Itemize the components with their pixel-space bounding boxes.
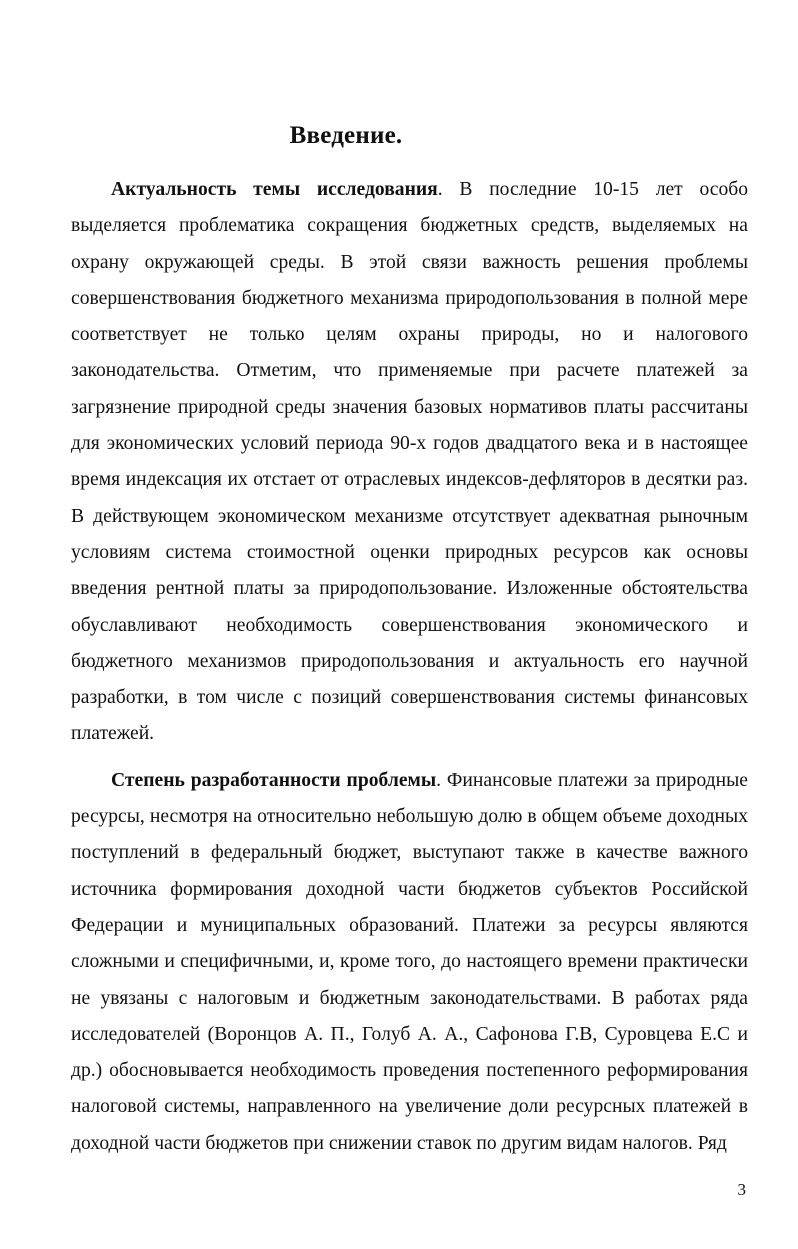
paragraph-text: . В последние 10-15 лет особо выделяется проблематика сокращения бюджетных средств, выделяемых на охрану окружающей среды. В этой связи важность решения проблемы совершенствования бюджетного механизма природопользования в полной мере соответствует не только целям охраны природы, но и налогового законодательства. Отметим, что применяемые при расчете платежей за загрязнение природной среды значения базовых нормативов платы рассчитаны для экономических условий периода 90-х годов двадцатого века и в настоящее время индексация их отстает от отраслевых индексов-дефляторов в десятки раз. В действующем экономическом механизме отсутствует адекватная рыночным условиям система стоимостной оценки природных ресурсов как основы введения рентной платы за природопользование. Изложенные обстоятельства обуславливают необходимость совершенствования экономического и бюджетного механизмов природопользования и актуальность его научной разработки, в том числе с позиций совершенствования системы финансовых платежей.	[71, 179, 749, 745]
paragraph-text: . Финансовые платежи за природные ресурсы, несмотря на относительно небольшую долю в общем объеме доходных поступлений в федеральный бюджет, выступают также в качестве важного источника формирования доходной части бюджетов субъектов Российской Федерации и муниципальных образований. Платежи за ресурсы являются сложными и специфичными, и, кроме того, до настоящего времени практически не увязаны с налоговым и бюджетным законодательствами. В работах ряда исследователей (Воронцов А. П., Голуб А. А., Сафонова Г.В, Суровцева Е.С и др.) обосновывается необходимость проведения постепенного реформирования налоговой системы, направленного на увеличение доли ресурсных платежей в доходной части бюджетов при снижении ставок по другим видам налогов. Ряд	[71, 769, 748, 1154]
section-title: Введение.	[289, 122, 403, 149]
paragraph-lead: Актуальность темы исследования	[111, 179, 438, 200]
body-text	[71, 172, 748, 1162]
paragraph-relevance	[71, 172, 748, 753]
paragraph-development	[71, 763, 748, 1162]
paragraph-lead: Степень разработанности проблемы	[111, 769, 437, 791]
page-number: 3	[737, 1180, 746, 1199]
